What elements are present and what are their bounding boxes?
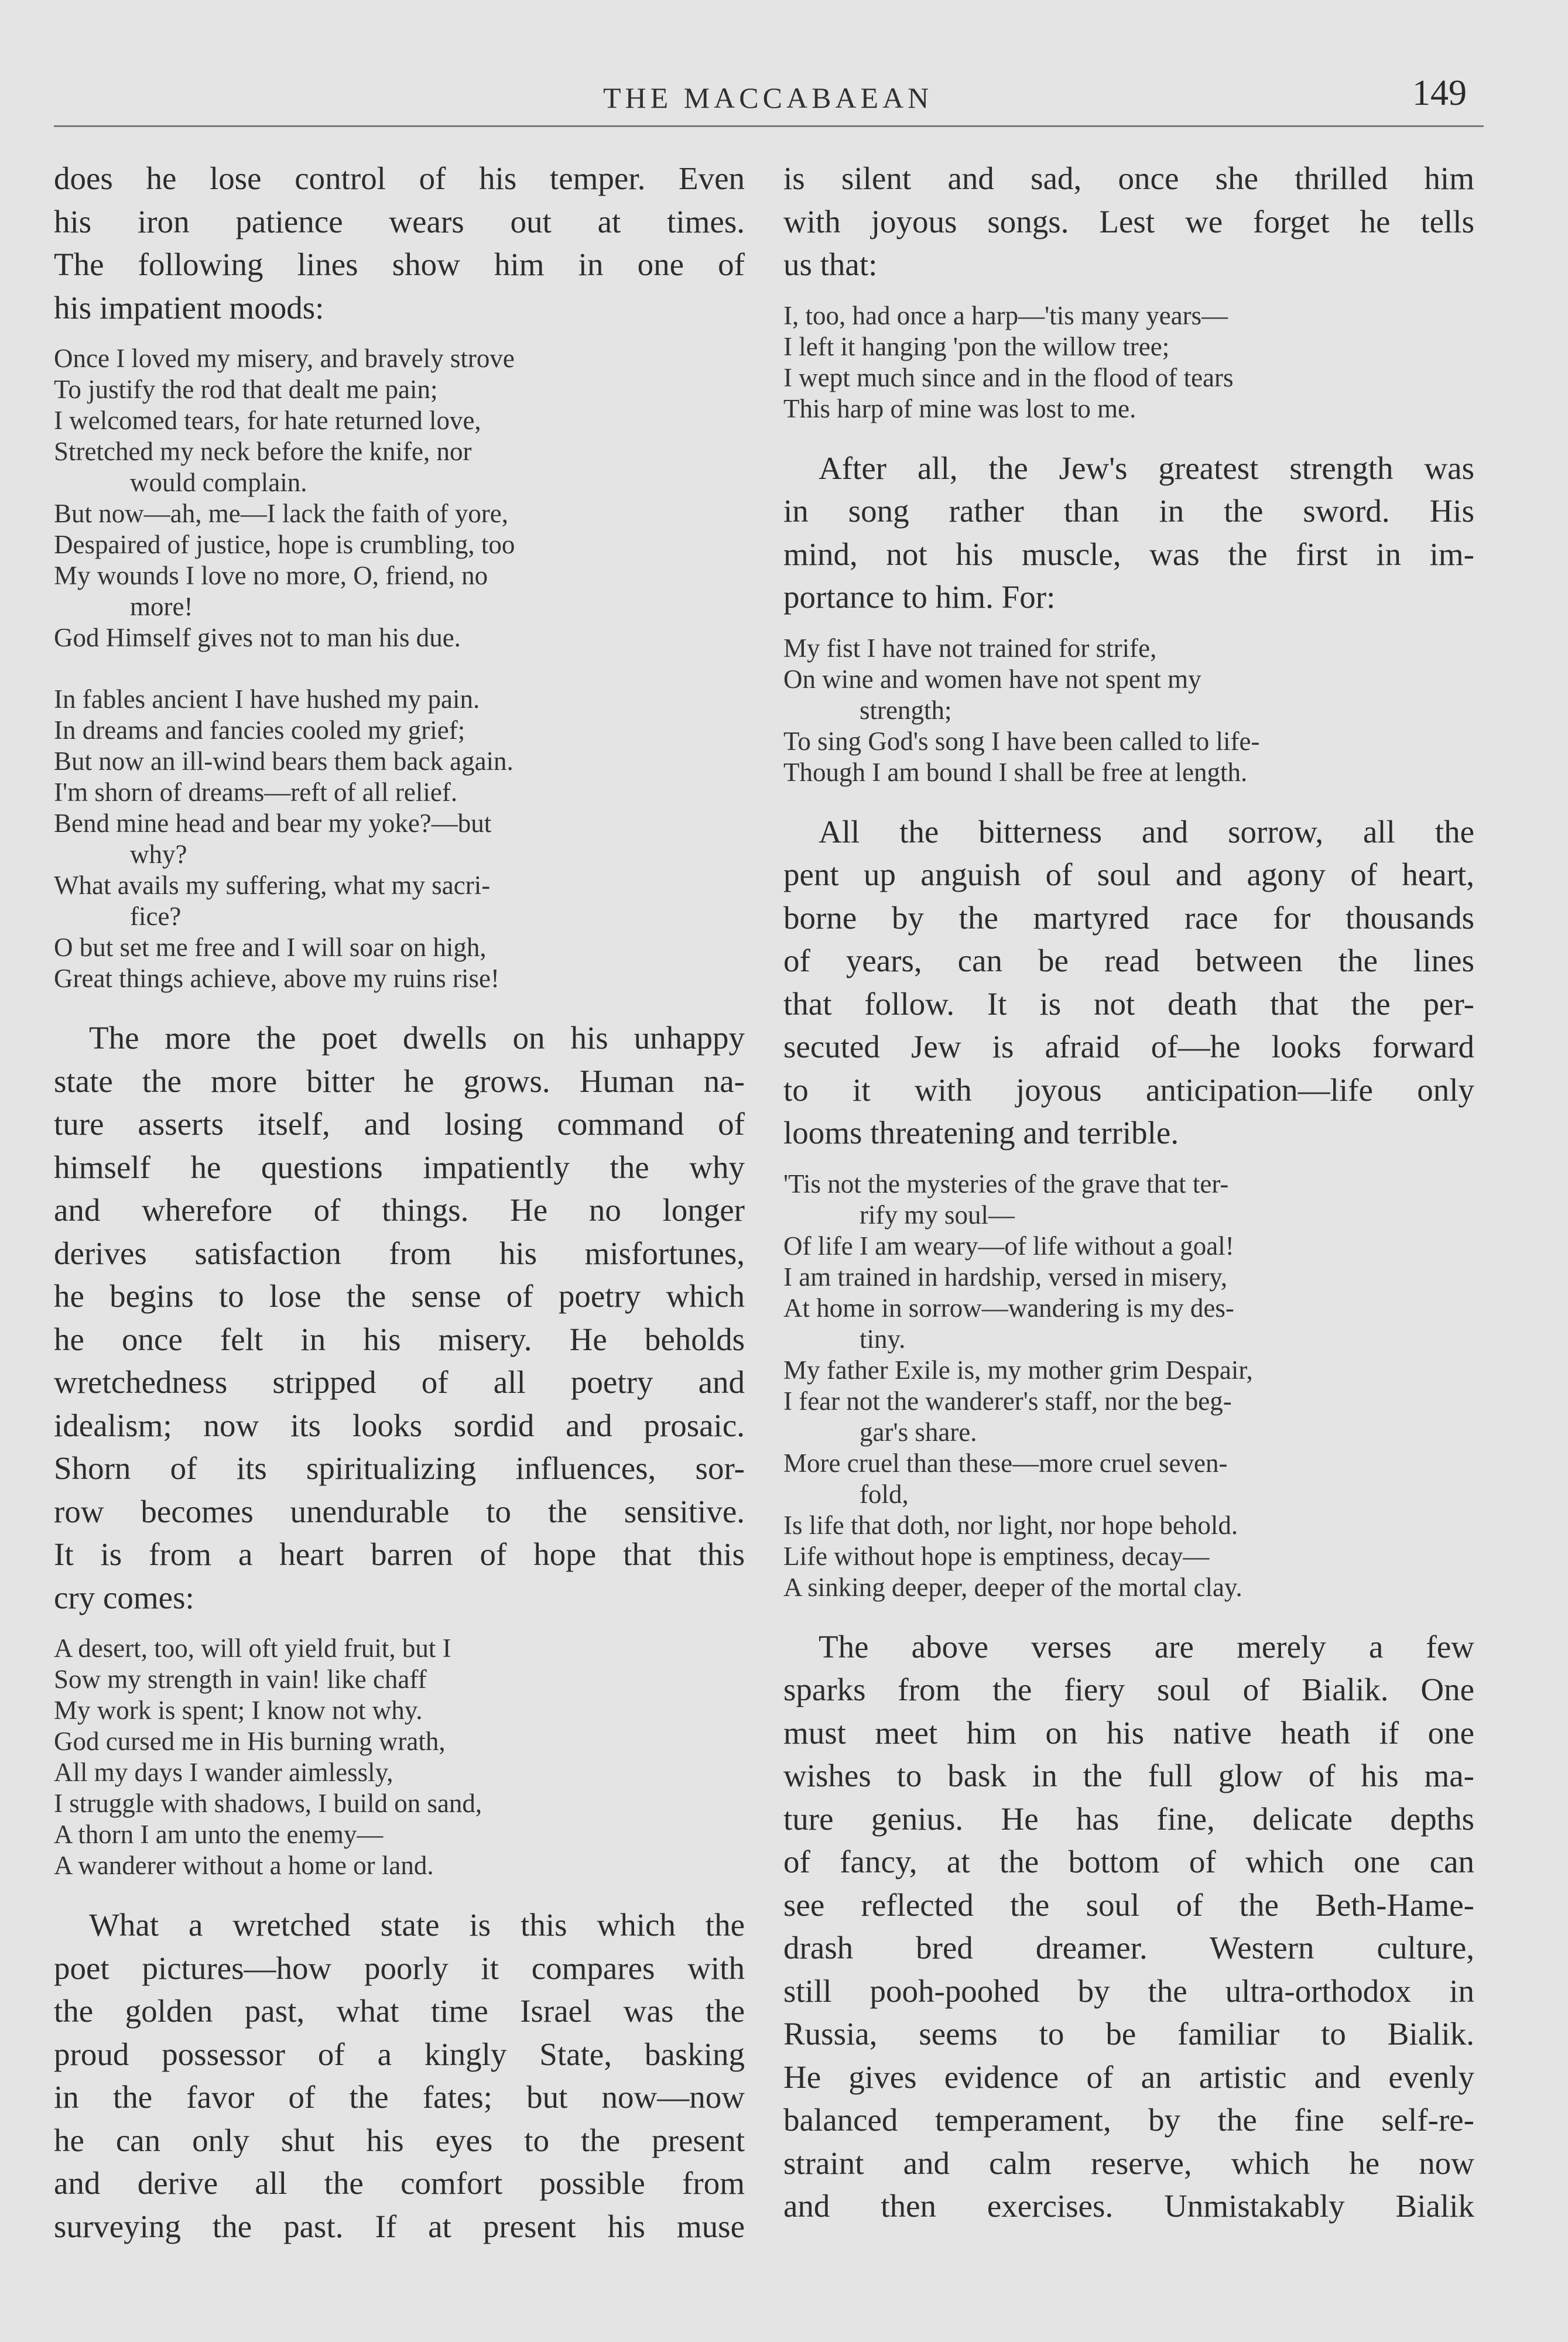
text-line: pent up anguish of soul and agony of heart, <box>783 857 1474 892</box>
text-line: cry comes: <box>54 1579 194 1615</box>
text-line: to it with joyous anticipation—life only <box>783 1071 1474 1108</box>
verse-line: To sing God's song I have been called to life- <box>783 726 1260 756</box>
poem-2 <box>54 1633 745 1881</box>
verse-line: Bend mine head and bear my yoke?—but <box>54 809 492 838</box>
text-line: proud possessor of a kingly State, basking <box>54 2036 745 2072</box>
verse-line: I welcomed tears, for hate returned love, <box>54 406 481 435</box>
text-line: that follow. It is not death that the per- <box>783 985 1474 1022</box>
text-line: and then exercises. Unmistakably Bialik <box>783 2188 1474 2224</box>
page-number: 149 <box>1412 73 1467 113</box>
verse-line: Stretched my neck before the knife, nor <box>54 437 472 466</box>
text-line: still pooh-poohed by the ultra-orthodox in <box>783 1973 1474 2009</box>
text-line: must meet him on his native heath if one <box>783 1714 1474 1751</box>
text-line: ture asserts itself, and losing command of <box>54 1106 745 1142</box>
running-header: THE MACCABAEAN <box>603 81 933 114</box>
verse-line: more! <box>130 592 193 621</box>
poem-4 <box>783 633 1474 788</box>
text-line: and derive all the comfort possible from <box>54 2165 745 2201</box>
left-paragraph-3 <box>54 1903 745 2248</box>
verse-line: O but set me free and I will soar on high, <box>54 933 487 962</box>
text-line: idealism; now its looks sordid and prosaic. <box>54 1407 745 1443</box>
poem-1-stanza-1 <box>54 343 745 653</box>
text-line: in the favor of the fates; but now—now <box>54 2079 745 2115</box>
verse-line: I'm shorn of dreams—reft of all relief. <box>54 778 458 807</box>
verse-line: God Himself gives not to man his due. <box>54 623 461 652</box>
verse-line: why? <box>130 840 187 869</box>
text-line: the golden past, what time Israel was the <box>54 1993 745 2029</box>
left-column <box>54 157 745 2248</box>
verse-line: A thorn I am unto the enemy— <box>54 1820 384 1849</box>
verse-line: rify my soul— <box>860 1200 1015 1230</box>
text-line: does he lose control of his temper. Even <box>54 160 745 196</box>
header-rule <box>54 125 1484 127</box>
verse-line: To justify the rod that dealt me pain; <box>54 375 438 404</box>
text-line: All the bitterness and sorrow, all the <box>819 813 1474 850</box>
text-line: What a wretched state is this which the <box>89 1907 745 1943</box>
verse-line: God cursed me in His burning wrath, <box>54 1727 446 1756</box>
verse-line: At home in sorrow—wandering is my des- <box>783 1293 1234 1323</box>
text-line: wishes to bask in the full glow of his ma- <box>783 1758 1474 1793</box>
poem-5 <box>783 1169 1474 1603</box>
verse-line: But now—ah, me—I lack the faith of yore, <box>54 499 509 528</box>
text-line: The following lines show him in one of <box>54 246 745 282</box>
text-line: sparks from the fiery soul of Bialik. One <box>783 1672 1474 1707</box>
verse-line: A wanderer without a home or land. <box>54 1851 434 1880</box>
text-line: derives satisfaction from his misfortunes, <box>54 1235 745 1271</box>
right-column <box>783 157 1474 2228</box>
verse-line: strength; <box>860 695 952 725</box>
text-line: his impatient moods: <box>54 289 324 326</box>
verse-line: fice? <box>130 902 182 931</box>
text-line: Shorn of its spiritualizing influences, sor- <box>54 1450 745 1486</box>
text-line: in song rather than in the sword. His <box>783 493 1474 529</box>
text-line: ture genius. He has fine, delicate depths <box>783 1800 1474 1837</box>
text-line: himself he questions impatiently the why <box>54 1149 745 1185</box>
text-line: The above verses are merely a few <box>819 1628 1474 1665</box>
left-paragraph-1 <box>54 157 745 329</box>
text-line: he once felt in his misery. He beholds <box>54 1321 745 1357</box>
verse-line: In fables ancient I have hushed my pain. <box>54 684 480 714</box>
text-line: looms threatening and terrible. <box>783 1115 1179 1151</box>
left-paragraph-2 <box>54 1016 745 1619</box>
text-line: he can only shut his eyes to the present <box>54 2122 745 2158</box>
right-paragraph-4 <box>783 1625 1474 2228</box>
verse-line: My work is spent; I know not why. <box>54 1696 423 1725</box>
verse-line: Life without hope is emptiness, decay— <box>783 1541 1210 1571</box>
right-paragraph-3 <box>783 810 1474 1155</box>
verse-line: Once I loved my misery, and bravely strove <box>54 344 515 373</box>
text-line: mind, not his muscle, was the first in im- <box>783 536 1474 572</box>
text-line: straint and calm reserve, which he now <box>783 2145 1474 2181</box>
text-line: row becomes unendurable to the sensitive. <box>54 1493 745 1529</box>
verse-line: All my days I wander aimlessly, <box>54 1758 393 1787</box>
verse-line: Though I am bound I shall be free at length. <box>783 757 1248 787</box>
text-line: surveying the past. If at present his muse <box>54 2208 745 2244</box>
text-line: and wherefore of things. He no longer <box>54 1192 745 1228</box>
text-line: After all, the Jew's greatest strength was <box>819 450 1474 486</box>
verse-line: My fist I have not trained for strife, <box>783 633 1157 663</box>
verse-line: Sow my strength in vain! like chaff <box>54 1665 427 1694</box>
verse-line: would complain. <box>130 468 307 497</box>
text-line: poet pictures—how poorly it compares with <box>54 1950 745 1986</box>
verse-line: I, too, had once a harp—'tis many years— <box>783 300 1228 330</box>
verse-line: More cruel than these—more cruel seven- <box>783 1448 1228 1478</box>
verse-line: fold, <box>860 1479 909 1509</box>
text-line: of fancy, at the bottom of which one can <box>783 1844 1474 1879</box>
verse-line: I am trained in hardship, versed in misery, <box>783 1262 1228 1292</box>
verse-line: Is life that doth, nor light, nor hope behold. <box>783 1510 1238 1540</box>
verse-line: I struggle with shadows, I build on sand, <box>54 1789 482 1818</box>
text-line: portance to him. For: <box>783 579 1056 615</box>
right-paragraph-2 <box>783 447 1474 619</box>
text-line: The more the poet dwells on his unhappy <box>89 1020 745 1056</box>
verse-line: tiny. <box>860 1324 906 1354</box>
text-line: secuted Jew is afraid of—he looks forward <box>783 1029 1474 1064</box>
poem-3 <box>783 300 1474 424</box>
verse-line: 'Tis not the mysteries of the grave that ter- <box>783 1169 1229 1199</box>
verse-line: Great things achieve, above my ruins rise! <box>54 964 500 993</box>
text-line: drash bred dreamer. Western culture, <box>783 1930 1474 1966</box>
text-line: is silent and sad, once she thrilled him <box>783 160 1474 196</box>
text-line: of years, can be read between the lines <box>783 943 1474 978</box>
verse-line: I left it hanging 'pon the willow tree; <box>783 331 1170 361</box>
text-line: see reflected the soul of the Beth-Hame- <box>783 1886 1474 1923</box>
text-line: borne by the martyred race for thousands <box>783 899 1474 936</box>
verse-line: Despaired of justice, hope is crumbling, too <box>54 530 515 559</box>
text-line: us that: <box>783 246 878 282</box>
verse-line: I fear not the wanderer's staff, nor the beg- <box>783 1386 1232 1416</box>
text-line: state the more bitter he grows. Human na- <box>54 1063 745 1099</box>
verse-line: What avails my suffering, what my sacri- <box>54 871 491 900</box>
verse-line: In dreams and fancies cooled my grief; <box>54 715 465 745</box>
verse-line: gar's share. <box>860 1417 977 1447</box>
text-line: he begins to lose the sense of poetry which <box>54 1278 745 1314</box>
text-line: his iron patience wears out at times. <box>54 203 745 239</box>
text-line: Russia, seems to be familiar to Bialik. <box>783 2016 1474 2052</box>
text-line: It is from a heart barren of hope that this <box>54 1536 745 1572</box>
verse-line: But now an ill-wind bears them back again. <box>54 747 513 776</box>
verse-line: Of life I am weary—of life without a goal! <box>783 1231 1234 1261</box>
right-paragraph-1 <box>783 157 1474 286</box>
verse-line: My wounds I love no more, O, friend, no <box>54 561 488 590</box>
verse-line: This harp of mine was lost to me. <box>783 393 1136 423</box>
text-line: balanced temperament, by the fine self-re- <box>783 2102 1474 2138</box>
poem-1-stanza-2 <box>54 684 745 994</box>
text-line: He gives evidence of an artistic and evenly <box>783 2059 1474 2095</box>
verse-line: I wept much since and in the flood of tears <box>783 362 1234 392</box>
text-line: wretchedness stripped of all poetry and <box>54 1364 745 1400</box>
verse-line: A desert, too, will oft yield fruit, but I <box>54 1634 451 1663</box>
verse-line: A sinking deeper, deeper of the mortal clay. <box>783 1572 1242 1602</box>
verse-line: My father Exile is, my mother grim Despair, <box>783 1355 1253 1385</box>
verse-line: On wine and women have not spent my <box>783 664 1201 694</box>
text-line: with joyous songs. Lest we forget he tells <box>783 203 1474 239</box>
